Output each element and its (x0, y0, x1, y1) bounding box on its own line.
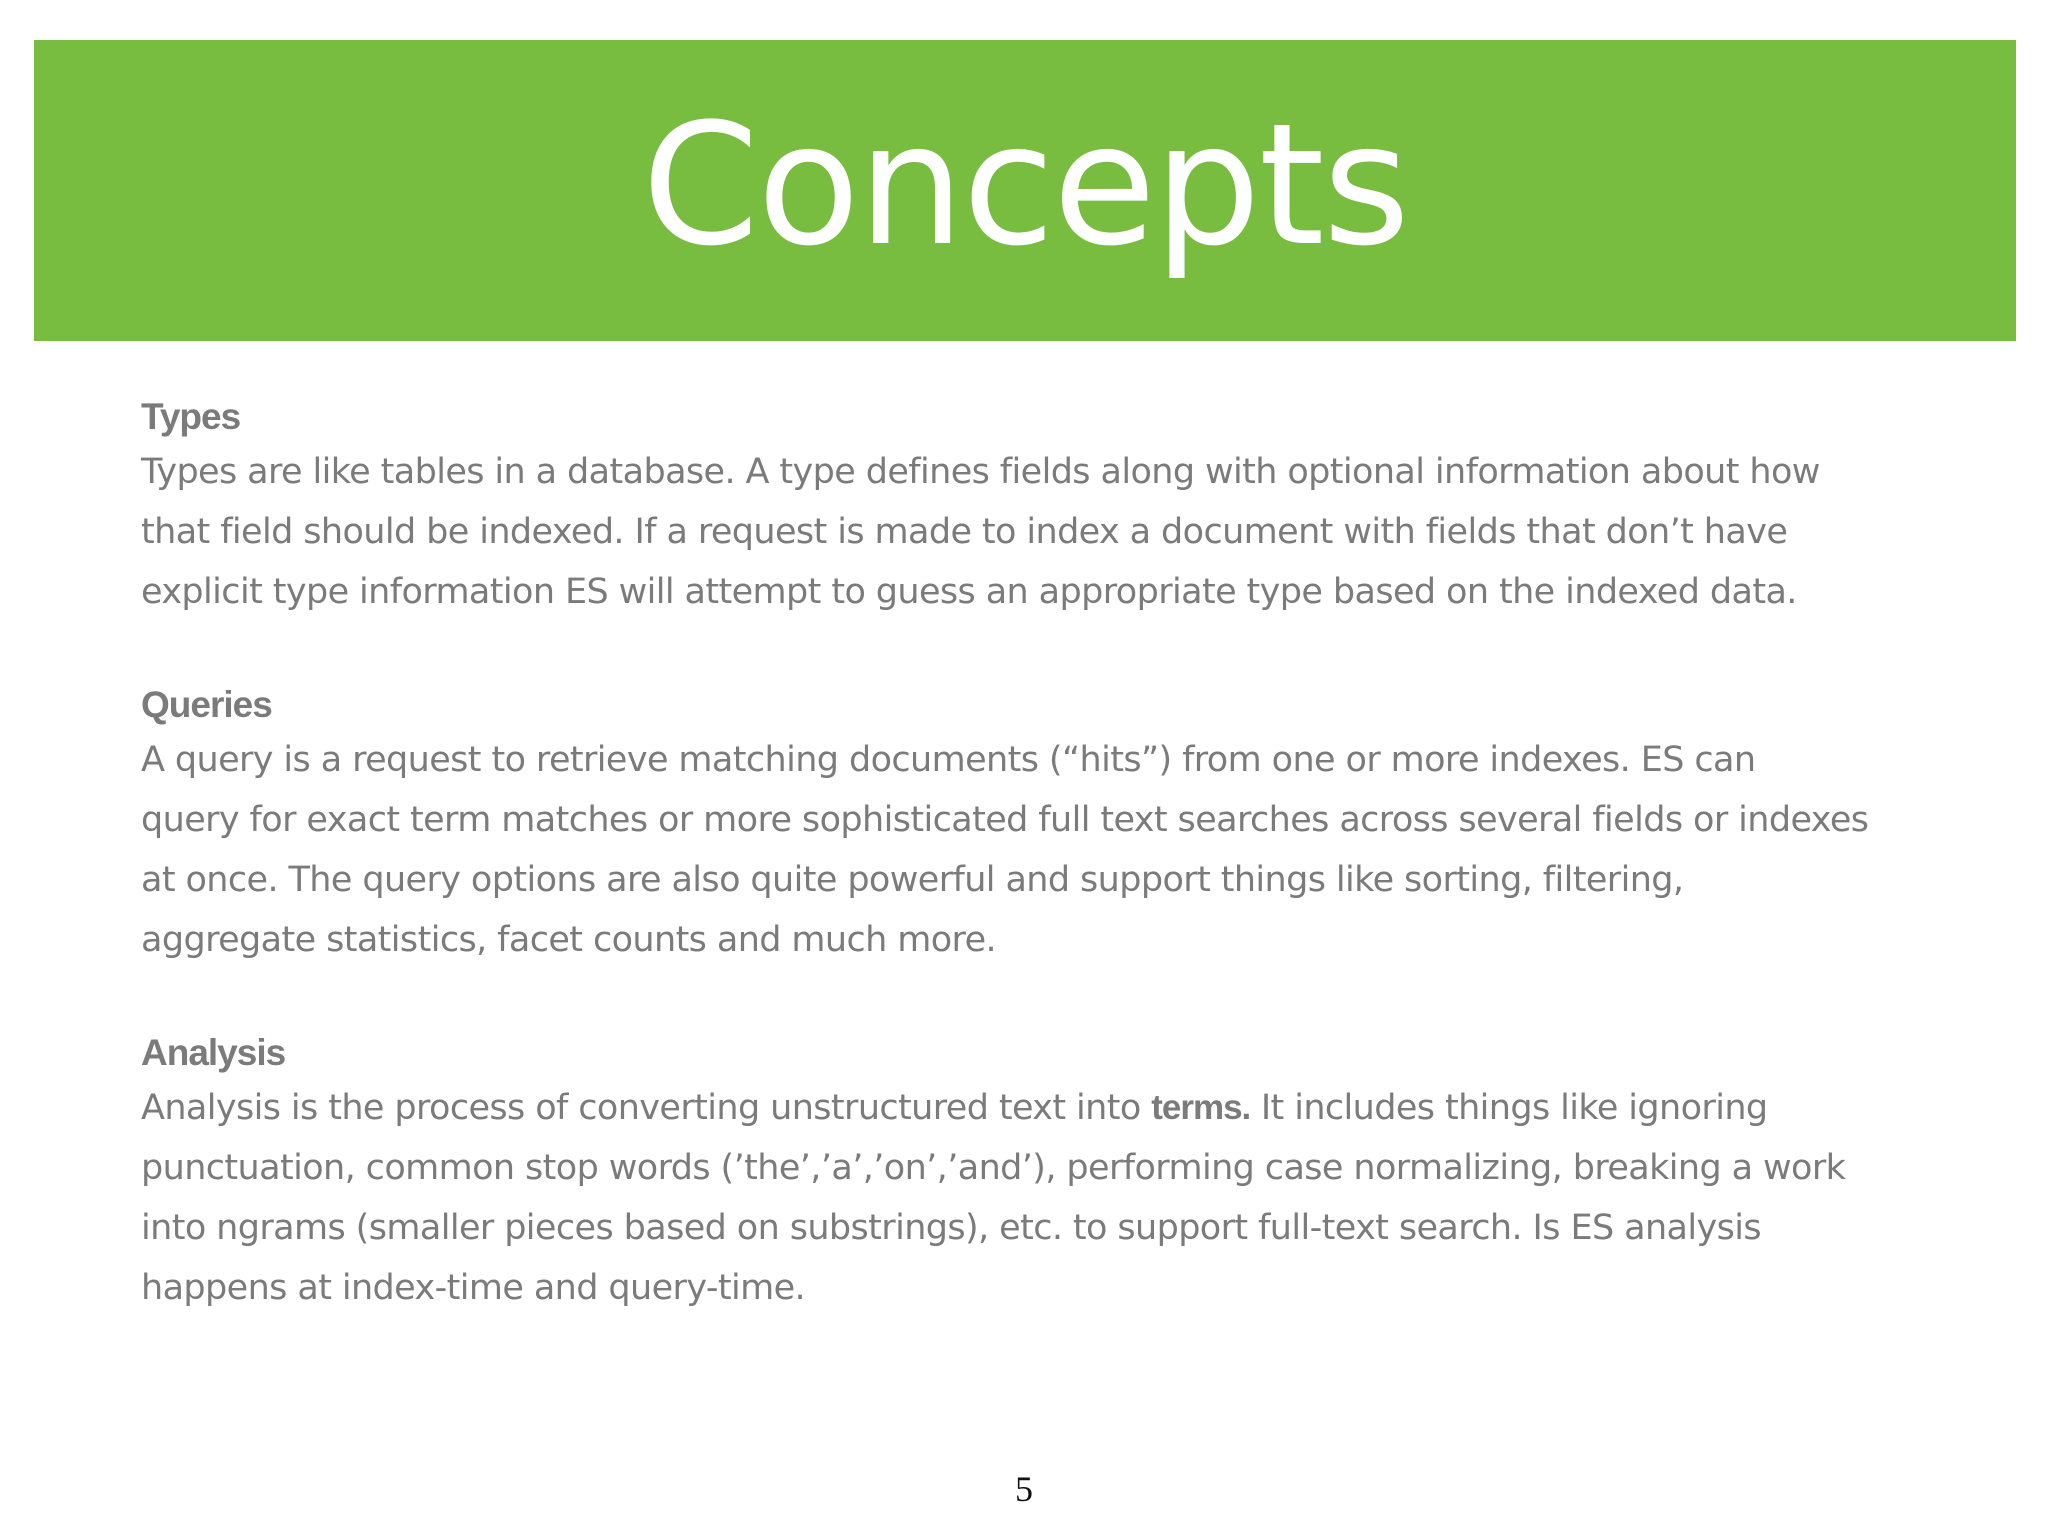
slide-title: Concepts (641, 86, 1409, 283)
section-queries (141, 680, 1941, 970)
body-line: Types are like tables in a database. A type defines fields along with optional information about how (141, 452, 1820, 492)
body-line: query for exact term matches or more sophisticated full text searches across several fields or indexes (141, 800, 1869, 840)
section-spacer (141, 622, 1941, 680)
body-line: into ngrams (smaller pieces based on substrings), etc. to support full-text search. Is ES analysis (141, 1208, 1762, 1248)
slide-content (141, 392, 1941, 1318)
page-number: 5 (1015, 1469, 1033, 1509)
section-heading-queries: Queries (141, 684, 272, 725)
body-line: A query is a request to retrieve matching documents (“hits”) from one or more indexes. ES can (141, 740, 1756, 780)
body-line (141, 1078, 1941, 1138)
body-line: explicit type information ES will attempt to guess an appropriate type based on the indexed data. (141, 572, 1797, 612)
section-body-types (141, 442, 1941, 622)
section-types (141, 392, 1941, 622)
section-body-queries (141, 730, 1941, 970)
body-line: punctuation, common stop words (’the’,’a’,’on’,’and’), performing case normalizing, breaking a work (141, 1148, 1846, 1188)
section-heading-types: Types (141, 396, 241, 437)
section-body-analysis (141, 1078, 1941, 1318)
body-line: happens at index-time and query-time. (141, 1268, 806, 1308)
analysis-text-before-term: Analysis is the process of converting unstructured text into (141, 1088, 1152, 1128)
title-banner (34, 40, 2016, 341)
section-analysis (141, 1028, 1941, 1318)
body-line: that field should be indexed. If a request is made to index a document with fields that don’t have (141, 512, 1788, 552)
section-heading-analysis: Analysis (141, 1032, 286, 1073)
body-line: aggregate statistics, facet counts and much more. (141, 920, 997, 960)
body-line: at once. The query options are also quite powerful and support things like sorting, filtering, (141, 860, 1684, 900)
analysis-text-after-term: It includes things like ignoring (1250, 1088, 1768, 1128)
section-spacer (141, 970, 1941, 1028)
term-emphasis: terms. (1151, 1088, 1251, 1127)
